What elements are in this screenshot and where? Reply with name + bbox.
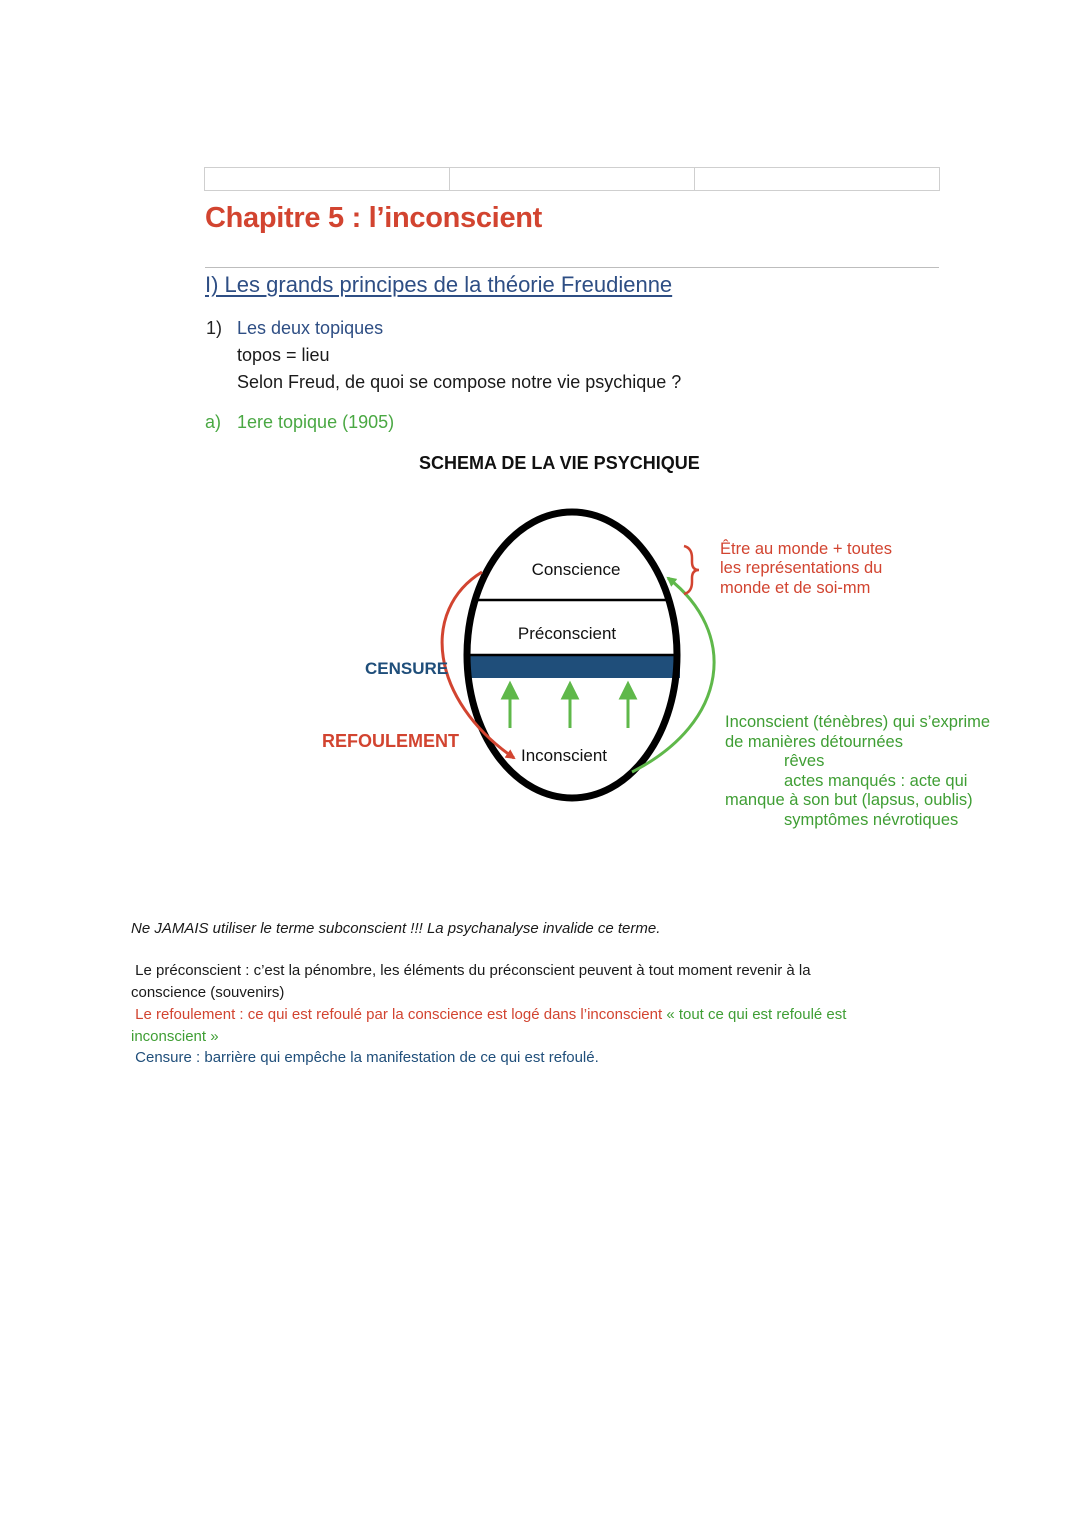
censure-band: [465, 656, 680, 678]
upward-arrows: [503, 684, 635, 728]
refoulement-quote-end: inconscient »: [131, 1028, 219, 1045]
inconscient-note-line: rêves: [784, 752, 825, 770]
chapter-title: Chapitre 5 : l’inconscient: [205, 202, 543, 234]
refoulement-note: [131, 1006, 846, 1023]
zone-conscience: Conscience: [531, 560, 621, 579]
conscience-note: [720, 539, 892, 597]
subsection-number: 1): [206, 318, 223, 338]
preconscient-note-line2: conscience (souvenirs): [131, 984, 285, 1001]
schema-title: SCHEMA DE LA VIE PSYCHIQUE: [419, 453, 700, 473]
conscience-note-line: les représentations du: [720, 559, 883, 577]
item-a-label: a): [205, 412, 222, 432]
censure-label: CENSURE: [365, 659, 449, 678]
preconscient-note-line1: Le préconscient : c’est la pénombre, les éléments du préconscient peuvent à tout moment revenir à la: [131, 962, 811, 979]
question-line: Selon Freud, de quoi se compose notre vie psychique ?: [237, 372, 682, 392]
inconscient-note: [725, 713, 990, 829]
inconscient-note-line: de manières détournées: [725, 733, 903, 751]
refoulement-quote: « tout ce qui est refoulé est: [666, 1006, 847, 1023]
conscience-note-line: Être au monde + toutes: [720, 540, 892, 558]
zone-preconscient: Préconscient: [517, 624, 617, 643]
refoulement-definition: Le refoulement : ce qui est refoulé par la conscience est logé dans l’inconscient: [131, 1006, 667, 1023]
subsection-title: Les deux topiques: [237, 318, 384, 338]
conscience-brace: [684, 546, 699, 594]
warning-note: Ne JAMAIS utiliser le terme subconscient !!! La psychanalyse invalide ce terme.: [131, 920, 661, 937]
censure-note: Censure : barrière qui empêche la manifestation de ce qui est refoulé.: [131, 1049, 599, 1066]
section-heading: I) Les grands principes de la théorie Freudienne: [205, 272, 673, 297]
zone-inconscient: Inconscient: [521, 746, 607, 765]
item-a-title: 1ere topique (1905): [237, 412, 395, 432]
definition-line: topos = lieu: [237, 345, 330, 365]
inconscient-note-line: symptômes névrotiques: [784, 811, 959, 829]
inconscient-note-line: actes manqués : acte qui: [784, 772, 968, 790]
refoulement-label: REFOULEMENT: [322, 731, 459, 751]
inconscient-note-line: Inconscient (ténèbres) qui s’exprime: [725, 713, 991, 731]
inconscient-note-line: manque à son but (lapsus, oublis): [725, 791, 973, 809]
conscience-note-line: monde et de soi-mm: [720, 579, 871, 597]
